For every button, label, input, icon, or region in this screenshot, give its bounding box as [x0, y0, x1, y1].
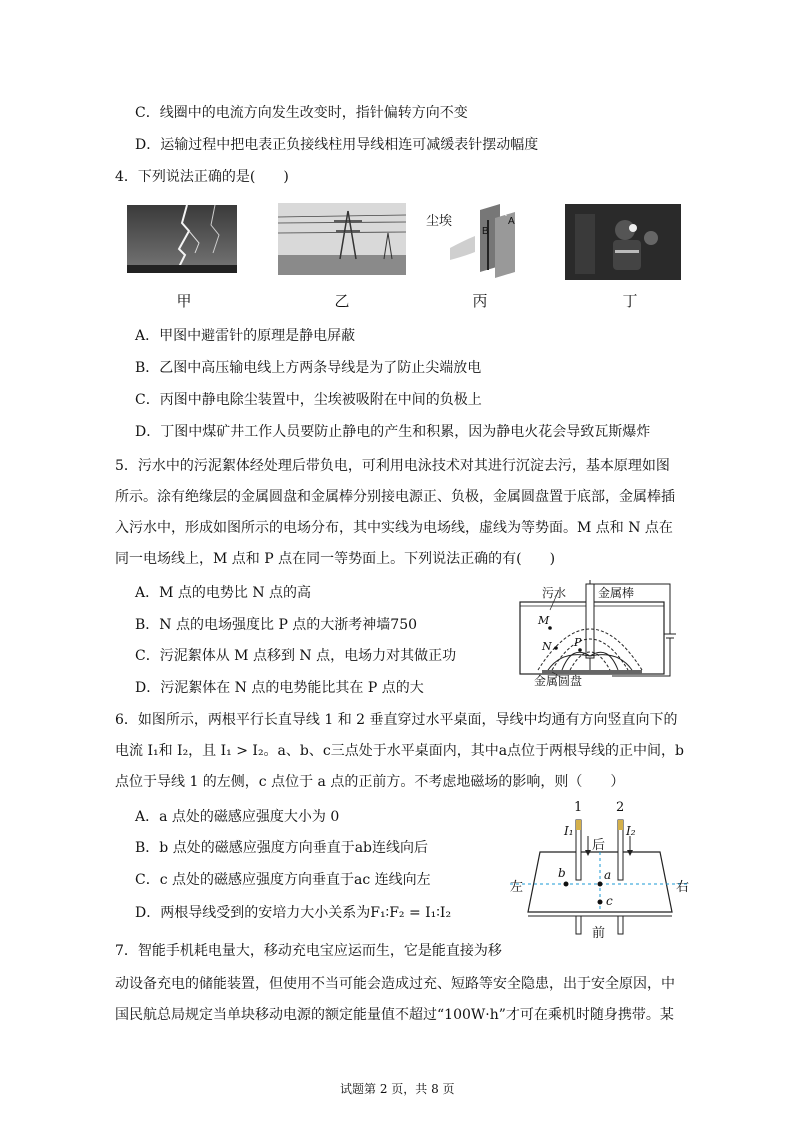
right-label: 右: [676, 880, 690, 895]
q5-stem-line-1: 5．污水中的污泥絮体经处理后带负电，可利用电泳技术对其进行沉淀去污，基本原理如图: [115, 458, 670, 474]
left-label: 左: [510, 880, 524, 895]
caption-ding: 丁: [622, 292, 638, 310]
q4-option-b: B．乙图中高压输电线上方两条导线是为了防止尖端放电: [135, 360, 482, 376]
q5-option-a: A．M 点的电势比 N 点的高: [135, 585, 312, 601]
dust-label: 尘埃: [426, 214, 453, 229]
q5-option-c: C．污泥絮体从 M 点移到 N 点，电场力对其做正功: [135, 648, 457, 664]
miner-photo: [565, 204, 681, 280]
q5-stem-line-4: 同一电场线上，M 点和 P 点在同一等势面上。下列说法正确的有( ): [115, 551, 556, 567]
wire-1-label: 1: [574, 800, 583, 815]
two-wire-figure: [510, 800, 700, 940]
q5-stem-line-3: 入污水中，形成如图所示的电场分布，其中实线为电场线，虚线为等势面。M 点和 N 点在: [115, 520, 673, 536]
point-c-label: c: [606, 894, 613, 908]
q6-option-a: A．a 点处的磁感应强度大小为 0: [135, 809, 340, 825]
point-b-label: b: [558, 866, 566, 880]
q7-stem-line-2: 动设备充电的储能装置，但使用不当可能会造成过充、短路等安全隐患，出于安全原因，中: [115, 976, 675, 992]
electrophoresis-figure: [512, 578, 682, 690]
rod-label: 金属棒: [598, 586, 635, 600]
q3-option-c: C．线圈中的电流方向发生改变时，指针偏转方向不变: [135, 105, 468, 121]
q4-option-d: D．丁图中煤矿井工作人员要防止静电的产生和积累，因为静电火花会导致瓦斯爆炸: [135, 424, 651, 440]
svg-text:B: B: [482, 226, 489, 237]
q5-option-d: D．污泥絮体在 N 点的电势能比其在 P 点的大: [135, 680, 424, 696]
svg-text:A: A: [500, 208, 507, 219]
q7-stem-line-3: 国民航总局规定当单块移动电源的额定能量值不超过“100W·h”才可在乘机时随身携带。某: [115, 1007, 674, 1023]
svg-text:A: A: [508, 216, 515, 227]
q6-stem-line-1: 6．如图所示，两根平行长直导线 1 和 2 垂直穿过水平桌面，导线中均通有方向竖直向下的: [115, 712, 678, 728]
caption-bing: 丙: [472, 292, 488, 310]
caption-yi: 乙: [334, 292, 350, 310]
current-i2-label: I₂: [626, 824, 636, 838]
point-m-label: M: [538, 614, 550, 627]
water-label: 污水: [542, 586, 567, 600]
caption-jia: 甲: [176, 292, 192, 310]
q3-option-d: D．运输过程中把电表正负接线柱用导线相连可减缓表针摆动幅度: [135, 137, 539, 153]
disk-label: 金属圆盘: [534, 674, 583, 688]
q5-stem-line-2: 所示。涂有绝缘层的金属圆盘和金属棒分别接电源正、负极，金属圆盘置于底部，金属棒插: [115, 489, 675, 505]
q5-option-b: B．N 点的电场强度比 P 点的大浙考神墙750: [135, 617, 418, 633]
electrostatic-precipitator-figure: [420, 200, 530, 278]
front-label: 前: [592, 926, 606, 941]
q6-option-b: B．b 点处的磁感应强度方向垂直于ab连线向后: [135, 840, 429, 856]
point-a-label: a: [604, 868, 612, 882]
q7-stem-line-1: 7．智能手机耗电量大，移动充电宝应运而生，它是能直接为移: [115, 943, 502, 959]
q6-option-c: C．c 点处的磁感应强度方向垂直于ac 连线向左: [135, 872, 431, 888]
point-n-label: N: [542, 640, 552, 653]
power-line-photo: [278, 203, 406, 275]
wire-2-label: 2: [616, 800, 625, 815]
point-p-label: P: [574, 636, 582, 649]
q6-stem-line-2: 电流 I₁和 I₂，且 I₁ > I₂。a、b、c三点处于水平桌面内，其中a点位于两根导线的正中间，b: [115, 743, 685, 759]
current-i1-label: I₁: [564, 824, 574, 838]
q4-stem: 4．下列说法正确的是( ): [115, 169, 289, 185]
q6-stem-line-3: 点位于导线 1 的左侧，c 点位于 a 点的正前方。不考虑地磁场的影响，则（ ）: [115, 774, 625, 790]
q4-option-c: C．丙图中静电除尘装置中，尘埃被吸附在中间的负极上: [135, 392, 482, 408]
lightning-photo: [127, 205, 237, 273]
page-footer: 试题第 2 页，共 8 页: [340, 1082, 455, 1096]
q4-option-a: A．甲图中避雷针的原理是静电屏蔽: [135, 328, 356, 344]
q6-option-d: D．两根导线受到的安培力大小关系为F₁∶F₂ = I₁∶I₂: [135, 905, 452, 921]
back-label: 后: [592, 838, 606, 853]
